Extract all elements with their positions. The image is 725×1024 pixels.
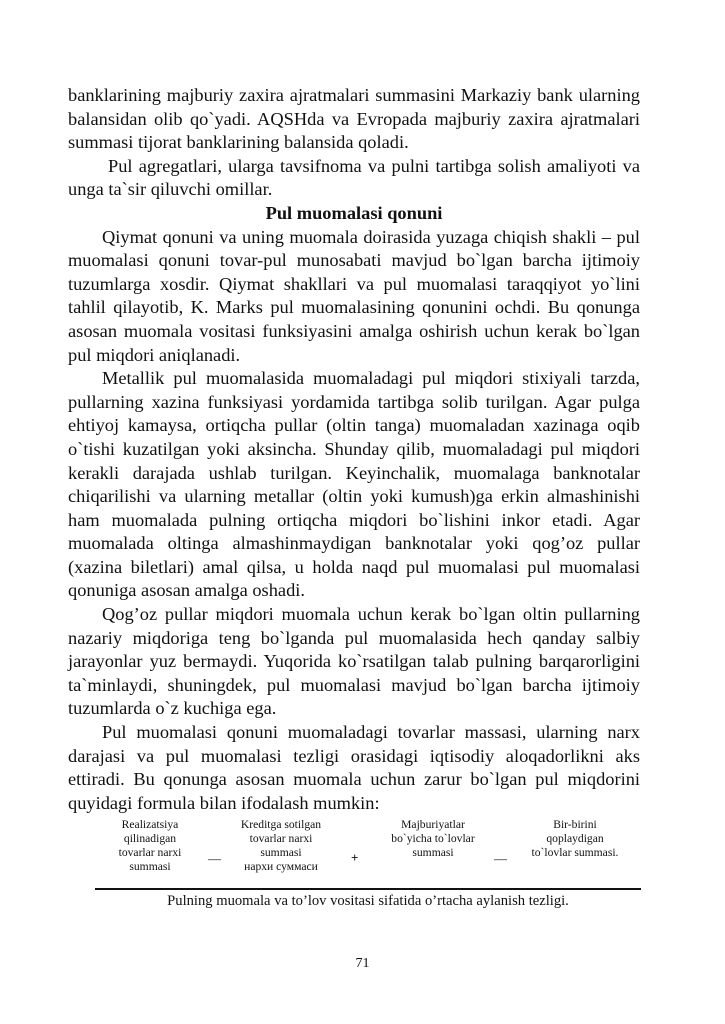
formula-term-line: qilinadigan xyxy=(123,832,177,845)
formula-term-line: Kreditga sotilgan xyxy=(240,818,322,831)
formula-denominator: Pulning muomala va to’lov vositasi sifatida o’rtacha aylanish tezligi. xyxy=(167,893,569,909)
formula-term-line: bo`yicha to`lovlar xyxy=(391,832,475,845)
formula-term-line: summasi xyxy=(412,846,454,859)
formula-term-line: summasi xyxy=(260,846,302,859)
paragraph-paper-money: Qog’oz pullar miqdori muomala uchun kerak bo`lgan oltin pullarning nazariy miqdoriga teng bo`lganda pul muomalasida hech qanday salbiy jarayonlar yuz bermaydi. Yuqorida ko`rsatilgan talab pulning barqarorligini ta`minlaydi, shuningdek, pul muomalasi mavjud bo`lgan barcha ijtimoiy tuzumlarda o`z kuchiga ega. xyxy=(68,604,640,719)
formula-term-line: tovarlar narxi xyxy=(118,846,182,859)
formula-fraction-line xyxy=(95,888,641,890)
page-body xyxy=(68,84,640,815)
paragraph-formula-intro: Pul muomalasi qonuni muomaladagi tovarlar massasi, ularning narx darajasi va pul muomalasi tezligi orasidagi iqtisodiy aloqadorlikni aks ettiradi. Bu qonunga asosan muomala uchun zarur bo`lgan pul miqdorini quyidagi formula bilan ifodalash mumkin: xyxy=(68,722,640,813)
formula-term-credit xyxy=(216,818,346,874)
formula-term-line: to`lovlar summasi. xyxy=(531,846,619,859)
formula-term-line: нархи суммаси xyxy=(244,860,318,873)
paragraph-metallic-money: Metallik pul muomalasida muomaladagi pul miqdori stixiyali tarzda, pullarning xazina funksiyasi yordamida tartibga solib turilgan. Agar pulga ehtiyoj kamaysa, ortiqcha pullar (oltin tanga) muomaladan xazinaga oqib o`tishi kuzatilgan yoki aksincha. Shunday qilib, muomaladagi pul miqdori kerakli darajada ushlab turilgan. Keyinchalik, muomalaga banknotalar chiqarilishi va ularning metallar (oltin yoki kumush)ga erkin almashinishi ham muomalada pulning ortiqcha miqdori bo`lishini inkor etadi. Agar muomalada oltinga almashinmaydigan banknotalar yoki qog’oz pullar (xazina biletlari) amal qilsa, u holda naqd pul muomalasi pul muomalasi qonuniga asosan amalga oshadi. xyxy=(68,368,640,601)
formula-minus-sign: — xyxy=(208,851,221,866)
formula-term-line: qoplaydigan xyxy=(546,832,604,845)
paragraph-value-law: Qiymat qonuni va uning muomala doirasida yuzaga chiqish shakli – pul muomalasi qonuni tovar-pul munosabati mavjud bo`lgan barcha ijtimoiy tuzumlarga xosdir. Qiymat shakllari va pul muomalasi taraqqiyot yo`lini tahlil qilayotib, K. Marks pul muomalasining qonunini ochdi. Bu qonunga asosan muomala vositasi funksiyasini amalga oshirish uchun kerak bo`lgan pul miqdori aniqlanadi. xyxy=(68,226,640,365)
formula-plus-sign: + xyxy=(351,850,359,865)
page-number: 71 xyxy=(355,956,370,971)
formula-term-line: Realizatsiya xyxy=(121,818,179,831)
formula-term-line: tovarlar narxi xyxy=(249,832,313,845)
formula-term-line: Bir-birini xyxy=(553,818,597,831)
formula-term-offsetting xyxy=(513,818,637,860)
money-formula-numerator xyxy=(68,818,640,888)
paragraph-topic: Pul agregatlari, ularga tavsifnoma va pulni tartibga solish amaliyoti va unga ta`sir qiluvchi omillar. xyxy=(68,155,640,200)
paragraph-continuation: banklarining majburiy zaxira ajratmalari summasini Markaziy bank ularning balansidan olib qo`yadi. AQSHda va Evropada majburiy zaxira ajratmalari summasi tijorat banklarining balansida qoladi. xyxy=(68,85,640,153)
formula-minus-sign: — xyxy=(494,851,507,866)
formula-term-sales xyxy=(90,818,210,874)
formula-term-line: summasi xyxy=(129,860,171,873)
formula-term-obligations xyxy=(368,818,498,860)
section-heading: Pul muomalasi qonuni xyxy=(265,202,443,223)
formula-term-line: Majburiyatlar xyxy=(401,818,465,831)
